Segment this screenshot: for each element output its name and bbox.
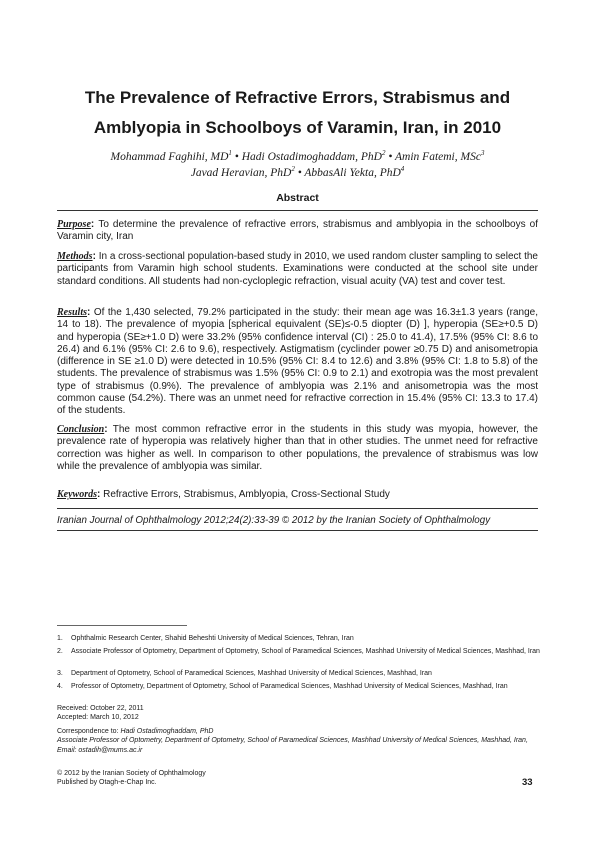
author-separator: •	[385, 150, 396, 163]
footnote-text: Ophthalmic Research Center, Shahid Beheshti University of Medical Sciences, Tehran, Iran	[71, 635, 354, 642]
correspondence-label: Correspondence to:	[57, 728, 119, 735]
footnote-item	[57, 682, 540, 692]
footnote-item	[57, 669, 540, 679]
author-name: AbbasAli Yekta, PhD	[304, 166, 401, 179]
results-label: Results	[57, 307, 88, 318]
keywords-label: Keywords	[57, 489, 97, 500]
conclusion-paragraph: Conclusion: The most common refractive error in the students in this study was myopia, however, the prevalence rate of hyperopia was relatively higher than that in other studies. The unmet need for refractive correction was higher as well. In comparison to other populations, the prevalence of strabismus was low while the prevalence of amblyopia was similar.	[57, 424, 538, 472]
footnote-number: 4.	[57, 683, 63, 690]
author-affiliation-mark: 2	[381, 149, 386, 157]
article-title-line-2: Amblyopia in Schoolboys of Varamin, Iran, in 2010	[93, 118, 502, 137]
footnote-item	[57, 634, 540, 644]
page-number: 33	[522, 777, 533, 788]
footnote-number: 1.	[57, 635, 63, 642]
correspondence-address: Associate Professor of Optometry, Department of Optometry, School of Paramedical Sciences, Mashhad University of Medical Sciences, Mashhad, Iran, Email: ostadih@mums.ac.ir	[57, 737, 528, 754]
correspondence-name: Hadi Ostadimoghaddam, PhD	[120, 728, 214, 735]
author-affiliation-mark: 2	[291, 165, 295, 173]
conclusion-text: The most common refractive error in the students in this study was myopia, however, the prevalence rate of hyperopia was relatively higher than that in other studies. The unmet need for refractive correction was higher as well. In comparison to other populations, the prevalence of strabismus was low while the prevalence of amblyopia was similar.	[57, 424, 538, 472]
author-name: Javad Heravian, PhD	[190, 166, 292, 179]
author-name: Mohammad Faghihi, MD	[110, 150, 229, 163]
author-affiliation-mark: 3	[480, 149, 485, 157]
abstract-heading: Abstract	[276, 192, 319, 204]
abstract-bottom-rule	[57, 530, 538, 531]
received-date: Received: October 22, 2011	[57, 705, 144, 712]
methods-text: In a cross-sectional population-based study in 2010, we used random cluster sampling to select the participants from Varamin high school students. Examinations were conducted at the school site under standard conditions. All students had non-cycloplegic refraction, visual acuity (VA) test and cover test.	[57, 251, 538, 287]
methods-label: Methods	[57, 251, 93, 262]
publisher-notice: Published by Otagh-e-Chap Inc.	[57, 779, 157, 786]
footnote-rule	[57, 625, 187, 626]
purpose-label: Purpose	[57, 219, 91, 230]
accepted-date: Accepted: March 10, 2012	[57, 714, 139, 721]
footnote-text: Associate Professor of Optometry, Department of Optometry, School of Paramedical Sciences, Mashhad University of Medical Sciences, Mashhad, Iran	[71, 648, 540, 655]
author-affiliation-mark: 4	[400, 165, 405, 173]
author-affiliation-mark: 1	[228, 149, 232, 157]
footnote-number: 3.	[57, 670, 63, 677]
keywords-paragraph: Keywords: Refractive Errors, Strabismus, Amblyopia, Cross-Sectional Study	[57, 489, 390, 500]
journal-citation: Iranian Journal of Ophthalmology 2012;24(2):33-39 © 2012 by the Iranian Society of Ophthalmology	[57, 515, 491, 526]
footnote-text: Professor of Optometry, Department of Optometry, School of Paramedical Sciences, Mashhad University of Medical Sciences, Mashhad, Iran	[71, 683, 508, 690]
purpose-text: To determine the prevalence of refractive errors, strabismus and amblyopia in the schoolboys of Varamin city, Iran	[57, 219, 539, 243]
results-paragraph: Results: Of the 1,430 selected, 79.2% participated in the study: their mean age was 16.3±1.3 years (range, 14 to 18). The prevalence of myopia [spherical equivalent (SE)≤-0.5 diopter (D) ], hyperopia (SE≥+0.5 D) and hyperopia (SE≥+1.0 D) were 33.2% (95% confidence interval (CI) : 25.0 to 41.4), 17.5% (95% CI: 8.6 to 26.4) and 6.1% (95% CI: 2.6 to 9.6), respectively. Astigmatism (cyclinder power ≥0.75 D) and anisometropia (difference in SE ≥1.0 D) were detected in 10.5% (95% CI: 8.4 to 12.6) and 3.8% (95% CI: 1.8 to 5.8) of the students. The prevalence of strabismus was 1.5% (95% CI: 0.9 to 2.1) and exotropia was the most prevalent type of strabismus (0.9%). The prevalence of amblyopia was 2.1% and anisometropia was the most common cause (54.2%). There was an unmet need for refractive correction in 15.4% (95% CI: 13.3 to 17.4) of the students.	[57, 307, 539, 417]
author-separator: •	[294, 166, 305, 179]
purpose-paragraph: Purpose: To determine the prevalence of refractive errors, strabismus and amblyopia in the schoolboys of Varamin city, Iran	[57, 219, 539, 243]
author-name: Amin Fatemi, MSc	[395, 150, 481, 163]
conclusion-label: Conclusion	[57, 424, 105, 435]
methods-paragraph: Methods: In a cross-sectional population-based study in 2010, we used random cluster sampling to select the participants from Varamin high school students. Examinations were conducted at the school site under standard conditions. All students had non-cycloplegic refraction, visual acuity (VA) test and cover test.	[57, 251, 538, 287]
results-text: Of the 1,430 selected, 79.2% participated in the study: their mean age was 16.3±1.3 years (range, 14 to 18). The prevalence of myopia [spherical equivalent (SE)≤-0.5 diopter (D) ], hyperopia (SE≥+0.5 D) and hyperopia (SE≥+1.0 D) were 33.2% (95% confidence interval (CI) : 25.0 to 41.4), 17.5% (95% CI: 8.6 to 26.4) and 6.1% (95% CI: 2.6 to 9.6), respectively. Astigmatism (cyclinder power ≥0.75 D) and anisometropia (difference in SE ≥1.0 D) were detected in 10.5% (95% CI: 8.4 to 12.6) and 3.8% (95% CI: 1.8 to 5.8) of the students. The prevalence of strabismus was 1.5% (95% CI: 0.9 to 2.1) and exotropia was the most prevalent type of strabismus (0.9%). The prevalence of amblyopia was 2.1% and anisometropia was the most common cause (54.2%). There was an unmet need for refractive correction in 15.4% (95% CI: 13.3 to 17.4) of the students.	[57, 307, 539, 417]
author-name: Hadi Ostadimoghaddam, PhD	[241, 150, 382, 163]
copyright-notice: © 2012 by the Iranian Society of Ophthalmology	[57, 770, 206, 777]
footnote-item	[57, 647, 540, 657]
author-line-2	[40, 162, 555, 181]
author-separator: •	[231, 150, 242, 163]
footnote-number: 2.	[57, 648, 63, 655]
abstract-top-rule	[57, 210, 538, 211]
article-title-line-1: The Prevalence of Refractive Errors, Strabismus and	[84, 88, 511, 107]
keywords-text: Refractive Errors, Strabismus, Amblyopia, Cross-Sectional Study	[103, 489, 390, 500]
footnote-text: Department of Optometry, School of Paramedical Sciences, Mashhad University of Medical Sciences, Mashhad, Iran	[71, 670, 432, 677]
keywords-rule	[57, 508, 538, 509]
